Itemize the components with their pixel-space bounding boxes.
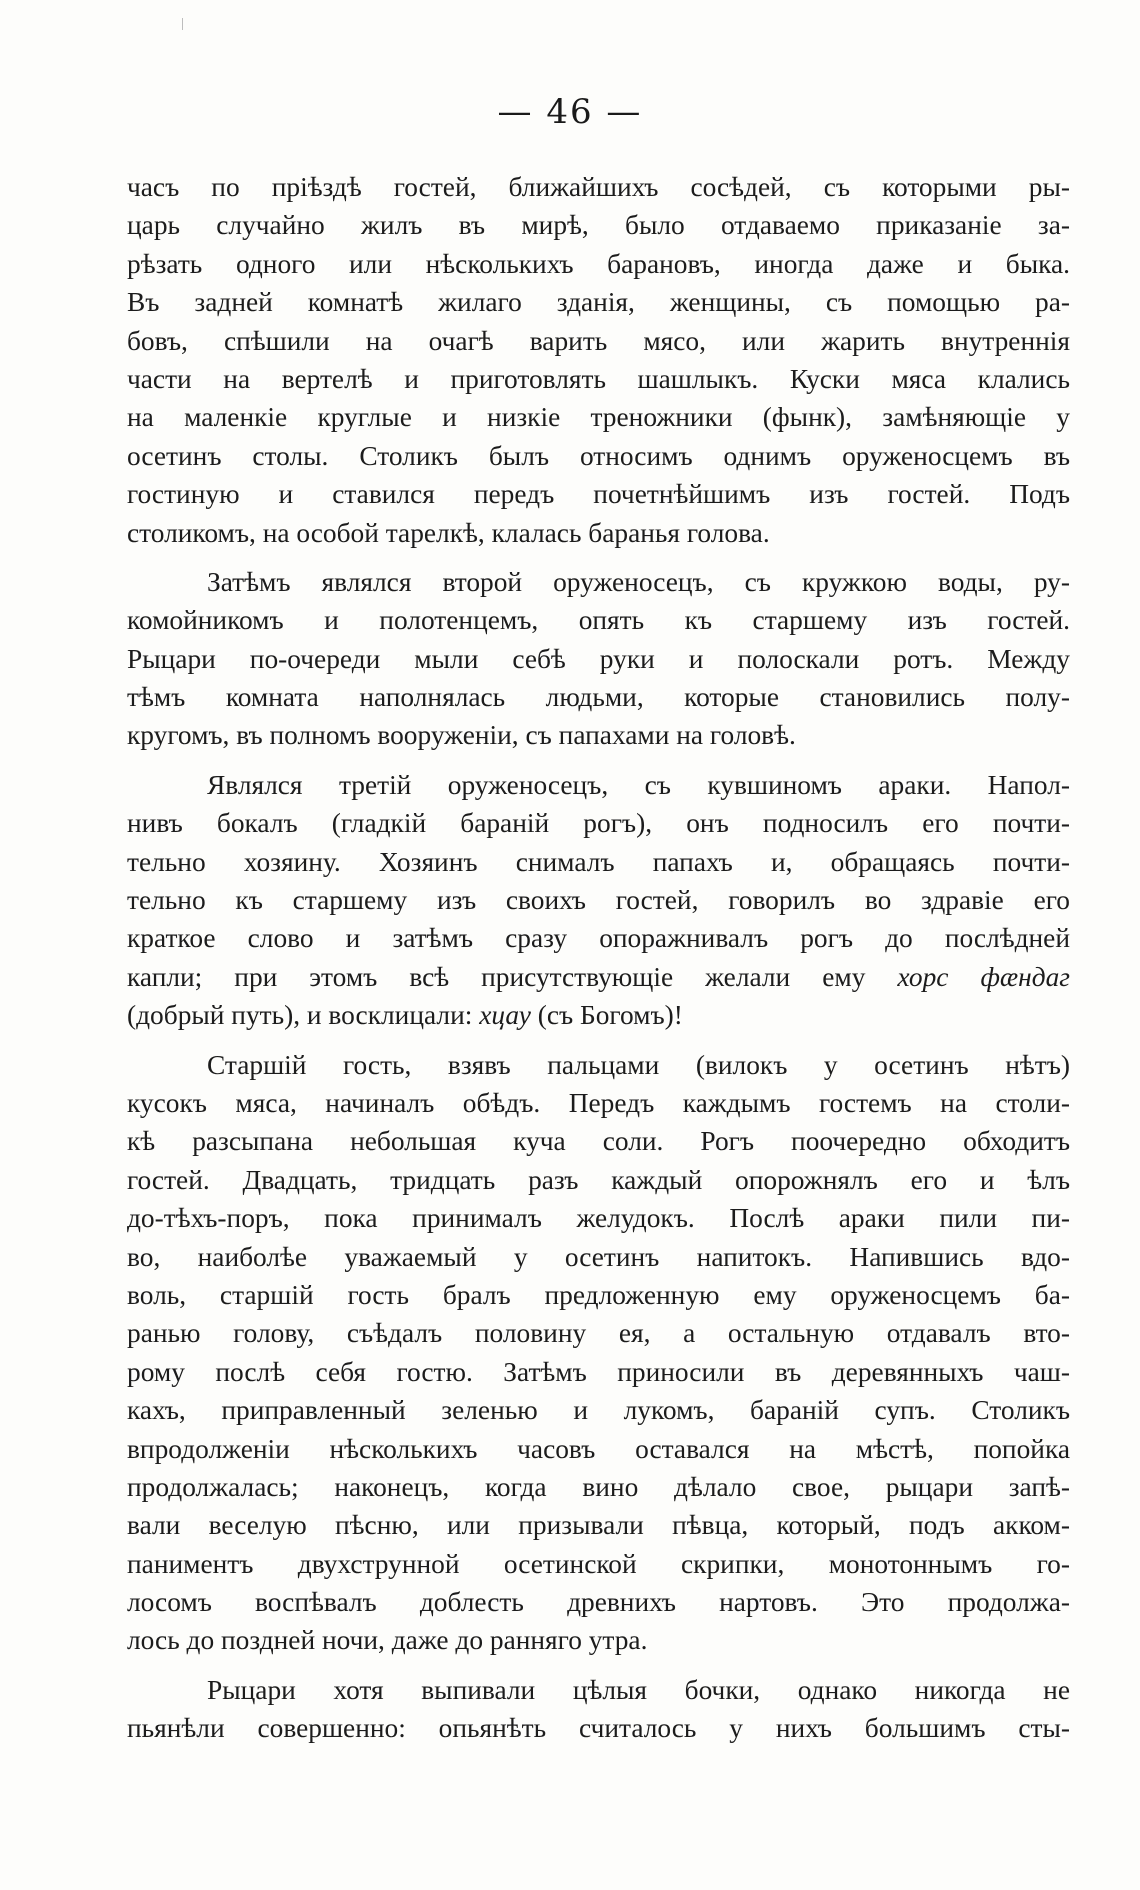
text-line: тельно хозяину. Хозяинъ снималъ папахъ и, обращаясь почти- — [127, 846, 1070, 877]
text-line: тѣмъ комната наполнялась людьми, которые становились полу- — [127, 682, 1070, 713]
text-line: осетинъ столы. Столикъ былъ относимъ однимъ оруженосцемъ въ — [127, 440, 1070, 471]
text-line: комойникомъ и полотенцемъ, опять къ старшему изъ гостей. — [127, 605, 1070, 636]
text-line: части на вертелѣ и приготовлять шашлыкъ. Куски мяса клались — [127, 363, 1070, 394]
paragraph-1 — [127, 168, 1070, 552]
text-line: часъ по прiѣздѣ гостей, ближайшихъ сосѣдей, съ которыми ры- — [127, 172, 1070, 202]
paragraph-5 — [127, 1671, 1070, 1748]
text-line: рому послѣ себя гостю. Затѣмъ приносили въ деревянныхъ чаш- — [127, 1356, 1070, 1387]
text-line: Старшiй гость, взявъ пальцами (вилокъ у осетинъ нѣтъ) — [207, 1049, 1070, 1080]
text-line: царь случайно жилъ въ мирѣ, было отдаваемо приказанiе за- — [127, 210, 1070, 241]
text-line: тельно къ старшему изъ своихъ гостей, говорилъ во здравiе его — [127, 885, 1070, 916]
paragraph-3 — [127, 766, 1070, 1035]
text-line: паниментъ двухструнной осетинской скрипки, монотоннымъ го- — [127, 1548, 1070, 1579]
text-line: до-тѣхъ-поръ, пока принималъ желудокъ. Послѣ араки пили пи- — [127, 1203, 1070, 1234]
text-line: ранью голову, съѣдалъ половину ея, а остальную отдавалъ вто- — [127, 1318, 1070, 1349]
text-line: нивъ бокалъ (гладкiй баранiй рогъ), онъ подносилъ его почти- — [127, 808, 1070, 839]
text-line-mixed — [127, 958, 1070, 996]
paragraph-2 — [127, 563, 1070, 755]
text-line: кусокъ мяса, начиналъ обѣдъ. Передъ каждымъ гостемъ на столи- — [127, 1087, 1070, 1118]
text-line: лосомъ воспѣвалъ доблесть древнихъ нартовъ. Это продолжа- — [127, 1587, 1070, 1618]
text-line: лось до поздней ночи, даже до ранняго утра. — [127, 1625, 648, 1656]
text-run: (съ Богомъ)! — [530, 1000, 683, 1031]
italic-phrase: хцау — [479, 1000, 531, 1031]
text-line: впродолженiи нѣсколькихъ часовъ оставался на мѣстѣ, попойка — [127, 1433, 1070, 1464]
text-line: гостиную и ставился передъ почетнѣйшимъ изъ гостей. Подъ — [127, 479, 1070, 510]
text-line: кахъ, приправленный зеленью и лукомъ, баранiй супъ. Столикъ — [127, 1395, 1070, 1426]
paragraph-4 — [127, 1046, 1070, 1660]
page-number: — 46 — — [497, 92, 643, 132]
text-line: кругомъ, въ полномъ вооруженiи, съ папахами на головѣ. — [127, 720, 796, 751]
text-line: Являлся третiй оруженосецъ, съ кувшиномъ араки. Напол- — [207, 769, 1070, 800]
text-line: Затѣмъ являлся второй оруженосецъ, съ кружкою воды, ру- — [207, 566, 1070, 597]
text-line: пьянѣли совершенно: опьянѣть считалось у нихъ большимъ сты- — [127, 1713, 1070, 1744]
text-line: гостей. Двадцать, тридцать разъ каждый опорожнялъ его и ѣлъ — [127, 1164, 1070, 1195]
text-run: капли; при этомъ всѣ присутствующiе желали ему — [127, 961, 898, 992]
text-line: краткое слово и затѣмъ сразу опоражнивалъ рогъ до послѣдней — [127, 923, 1070, 954]
italic-phrase: хорс фӕндаг — [897, 961, 1070, 992]
text-line: Въ задней комнатѣ жилаго зданiя, женщины, съ помощью ра- — [127, 287, 1070, 318]
scan-mark — [182, 18, 183, 30]
text-line-mixed — [127, 996, 1070, 1034]
text-line: во, наиболѣе уважаемый у осетинъ напитокъ. Напившись вдо- — [127, 1241, 1070, 1272]
text-line: вали веселую пѣсню, или призывали пѣвца, который, подъ акком- — [127, 1510, 1070, 1541]
text-line: продолжалась; наконецъ, когда вино дѣлало свое, рыцари запѣ- — [127, 1471, 1070, 1502]
text-line: Рыцари хотя выпивали цѣлыя бочки, однако никогда не — [207, 1674, 1070, 1705]
text-line: столикомъ, на особой тарелкѣ, клалась баранья голова. — [127, 517, 770, 548]
text-line: рѣзать одного или нѣсколькихъ барановъ, иногда даже и быка. — [127, 248, 1070, 279]
text-line: на маленкiе круглые и низкiе треножники (фынк), замѣняющiе у — [127, 402, 1070, 433]
text-line: кѣ разсыпана небольшая куча соли. Рогъ поочередно обходитъ — [127, 1126, 1070, 1157]
text-run: (добрый путь), и восклицали: — [127, 1000, 480, 1031]
text-line: воль, старшiй гость бралъ предложенную ему оруженосцемъ ба- — [127, 1279, 1070, 1310]
text-line: Рыцари по-очереди мыли себѣ руки и полоскали ротъ. Между — [127, 643, 1070, 674]
text-line: бовъ, спѣшили на очагѣ варить мясо, или жарить внутреннiя — [127, 325, 1070, 356]
body-text — [127, 168, 1070, 1759]
